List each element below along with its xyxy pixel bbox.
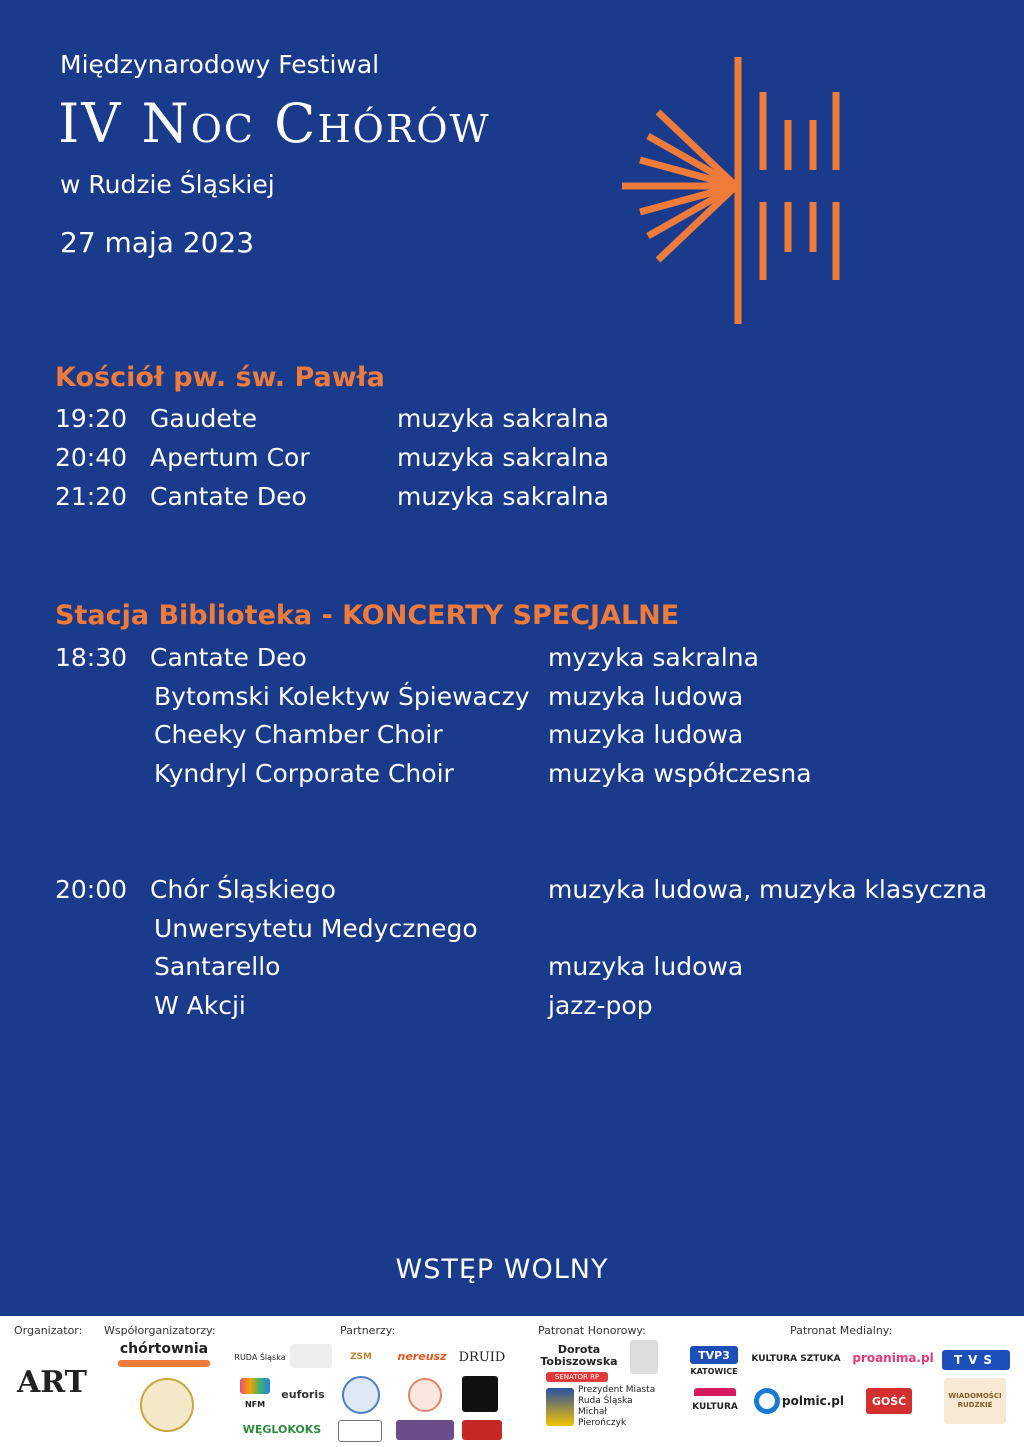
row-genre: muzyka ludowa, muzyka klasyczna xyxy=(548,875,988,904)
co-organizers-label: Współorganizatorzy: xyxy=(104,1324,216,1337)
row-time: 18:30 xyxy=(55,643,128,672)
row-choir: Gaudete xyxy=(150,404,257,433)
festival-subtitle: Międzynarodowy Festiwal xyxy=(60,50,380,79)
festival-date: 27 maja 2023 xyxy=(60,226,255,259)
schedule-row xyxy=(55,914,985,948)
schedule-row xyxy=(55,643,985,677)
tobiszewska-name: Dorota Tobiszowska xyxy=(540,1343,618,1368)
tvs-logo: TVS xyxy=(942,1350,1010,1370)
festival-title: IV Noc Chórów xyxy=(58,92,491,155)
partner-crown-logo-icon xyxy=(462,1376,498,1412)
chortownia-logo: chórtownia xyxy=(119,1341,209,1357)
proanima-logo: proanima.pl xyxy=(852,1351,934,1365)
row-genre: muzyka sakralna xyxy=(397,404,609,433)
schedule-row xyxy=(55,720,985,754)
senator-badge: SENATOR RP xyxy=(546,1372,608,1382)
polmic-ring-icon xyxy=(754,1388,780,1414)
schedule-row xyxy=(55,443,755,477)
art-logo: ART xyxy=(17,1364,88,1400)
schedule-row xyxy=(55,875,988,909)
row-time: 21:20 xyxy=(55,482,128,511)
weglokoks-logo: WĘGLOKOKS xyxy=(242,1422,322,1436)
row-choir: Unwersytetu Medycznego xyxy=(154,914,478,943)
schedule-row xyxy=(55,991,985,1025)
row-time: 19:20 xyxy=(55,404,128,433)
row-genre: muzyka współczesna xyxy=(548,759,812,788)
row-genre: jazz-pop xyxy=(548,991,653,1020)
partner-badge-icon xyxy=(408,1378,442,1412)
row-time: 20:40 xyxy=(55,443,128,472)
choir-burst-logo-icon xyxy=(618,52,848,327)
schedule-row xyxy=(55,952,985,986)
schedule-row xyxy=(55,404,755,438)
row-choir: Cantate Deo xyxy=(150,482,307,511)
row-choir: Bytomski Kolektyw Śpiewaczy xyxy=(154,682,530,711)
schedule-row xyxy=(55,482,755,516)
tvp-kultura-logo: KULTURA xyxy=(694,1388,736,1418)
row-genre: muzyka sakralna xyxy=(397,443,609,472)
church-heading: Kościół pw. św. Pawła xyxy=(55,362,385,393)
row-choir: Apertum Cor xyxy=(150,443,310,472)
tvp3-logo: TVP3 xyxy=(690,1346,738,1364)
festival-seal-icon xyxy=(140,1378,194,1432)
sponsors-footer xyxy=(0,1316,1024,1447)
ruda-coat-of-arms-icon xyxy=(546,1388,574,1426)
euforis-logo: euforis xyxy=(281,1387,325,1401)
schedule-row xyxy=(55,759,985,793)
row-choir: Kyndryl Corporate Choir xyxy=(154,759,454,788)
row-choir: Cantate Deo xyxy=(150,643,307,672)
row-genre: myzyka sakralna xyxy=(548,643,759,672)
gosc-logo: GOŚĆ xyxy=(866,1388,912,1414)
nereusz-logo: nereusz xyxy=(397,1349,447,1363)
station-heading: Stacja Biblioteka - KONCERTY SPECJALNE xyxy=(55,600,680,631)
schedule-row xyxy=(55,682,985,716)
senate-eagle-icon xyxy=(630,1340,658,1374)
row-genre: muzyka sakralna xyxy=(397,482,609,511)
festival-city: w Rudzie Śląskiej xyxy=(60,170,275,199)
row-genre: muzyka ludowa xyxy=(548,720,744,749)
chamber-hall-logo-icon xyxy=(290,1344,332,1368)
polmic-logo: polmic.pl xyxy=(782,1394,844,1408)
row-choir: Santarello xyxy=(154,952,281,981)
wiadomosci-rudzkie-logo: WIADOMOŚCI RUDZKIE xyxy=(944,1378,1006,1424)
nfm-mosaic-icon xyxy=(240,1378,270,1394)
nfm-logo: NFM xyxy=(244,1399,266,1409)
row-choir: Chór Śląskiego xyxy=(150,875,336,904)
tvp3-katowice-label: KATOWICE xyxy=(690,1366,738,1376)
row-genre: muzyka ludowa xyxy=(548,952,744,981)
partner-small-logo-icon xyxy=(462,1420,502,1440)
ruda-logo: RUDA Śląska xyxy=(234,1352,286,1362)
row-time: 20:00 xyxy=(55,875,128,904)
organizer-label: Organizator: xyxy=(14,1324,83,1337)
station-logo-icon xyxy=(338,1420,382,1442)
youth-club-logo-icon xyxy=(396,1420,454,1440)
partner-crest-icon xyxy=(342,1376,380,1414)
row-choir: W Akcji xyxy=(154,991,246,1020)
president-patronage: Prezydent Miasta Ruda Śląska Michał Pierończyk xyxy=(578,1385,656,1428)
media-label: Patronat Medialny: xyxy=(790,1324,893,1337)
chortownia-bar xyxy=(118,1360,210,1367)
row-choir: Cheeky Chamber Choir xyxy=(154,720,443,749)
kultura-sztuka-logo: KULTURA SZTUKA xyxy=(751,1354,841,1364)
honorary-label: Patronat Honorowy: xyxy=(538,1324,646,1337)
zsm-logo: ZSM xyxy=(350,1352,372,1362)
druid-logo: DRUID xyxy=(458,1349,506,1365)
row-genre: muzyka ludowa xyxy=(548,682,744,711)
free-entry-notice: WSTĘP WOLNY xyxy=(395,1254,609,1285)
partners-label: Partnerzy: xyxy=(340,1324,396,1337)
